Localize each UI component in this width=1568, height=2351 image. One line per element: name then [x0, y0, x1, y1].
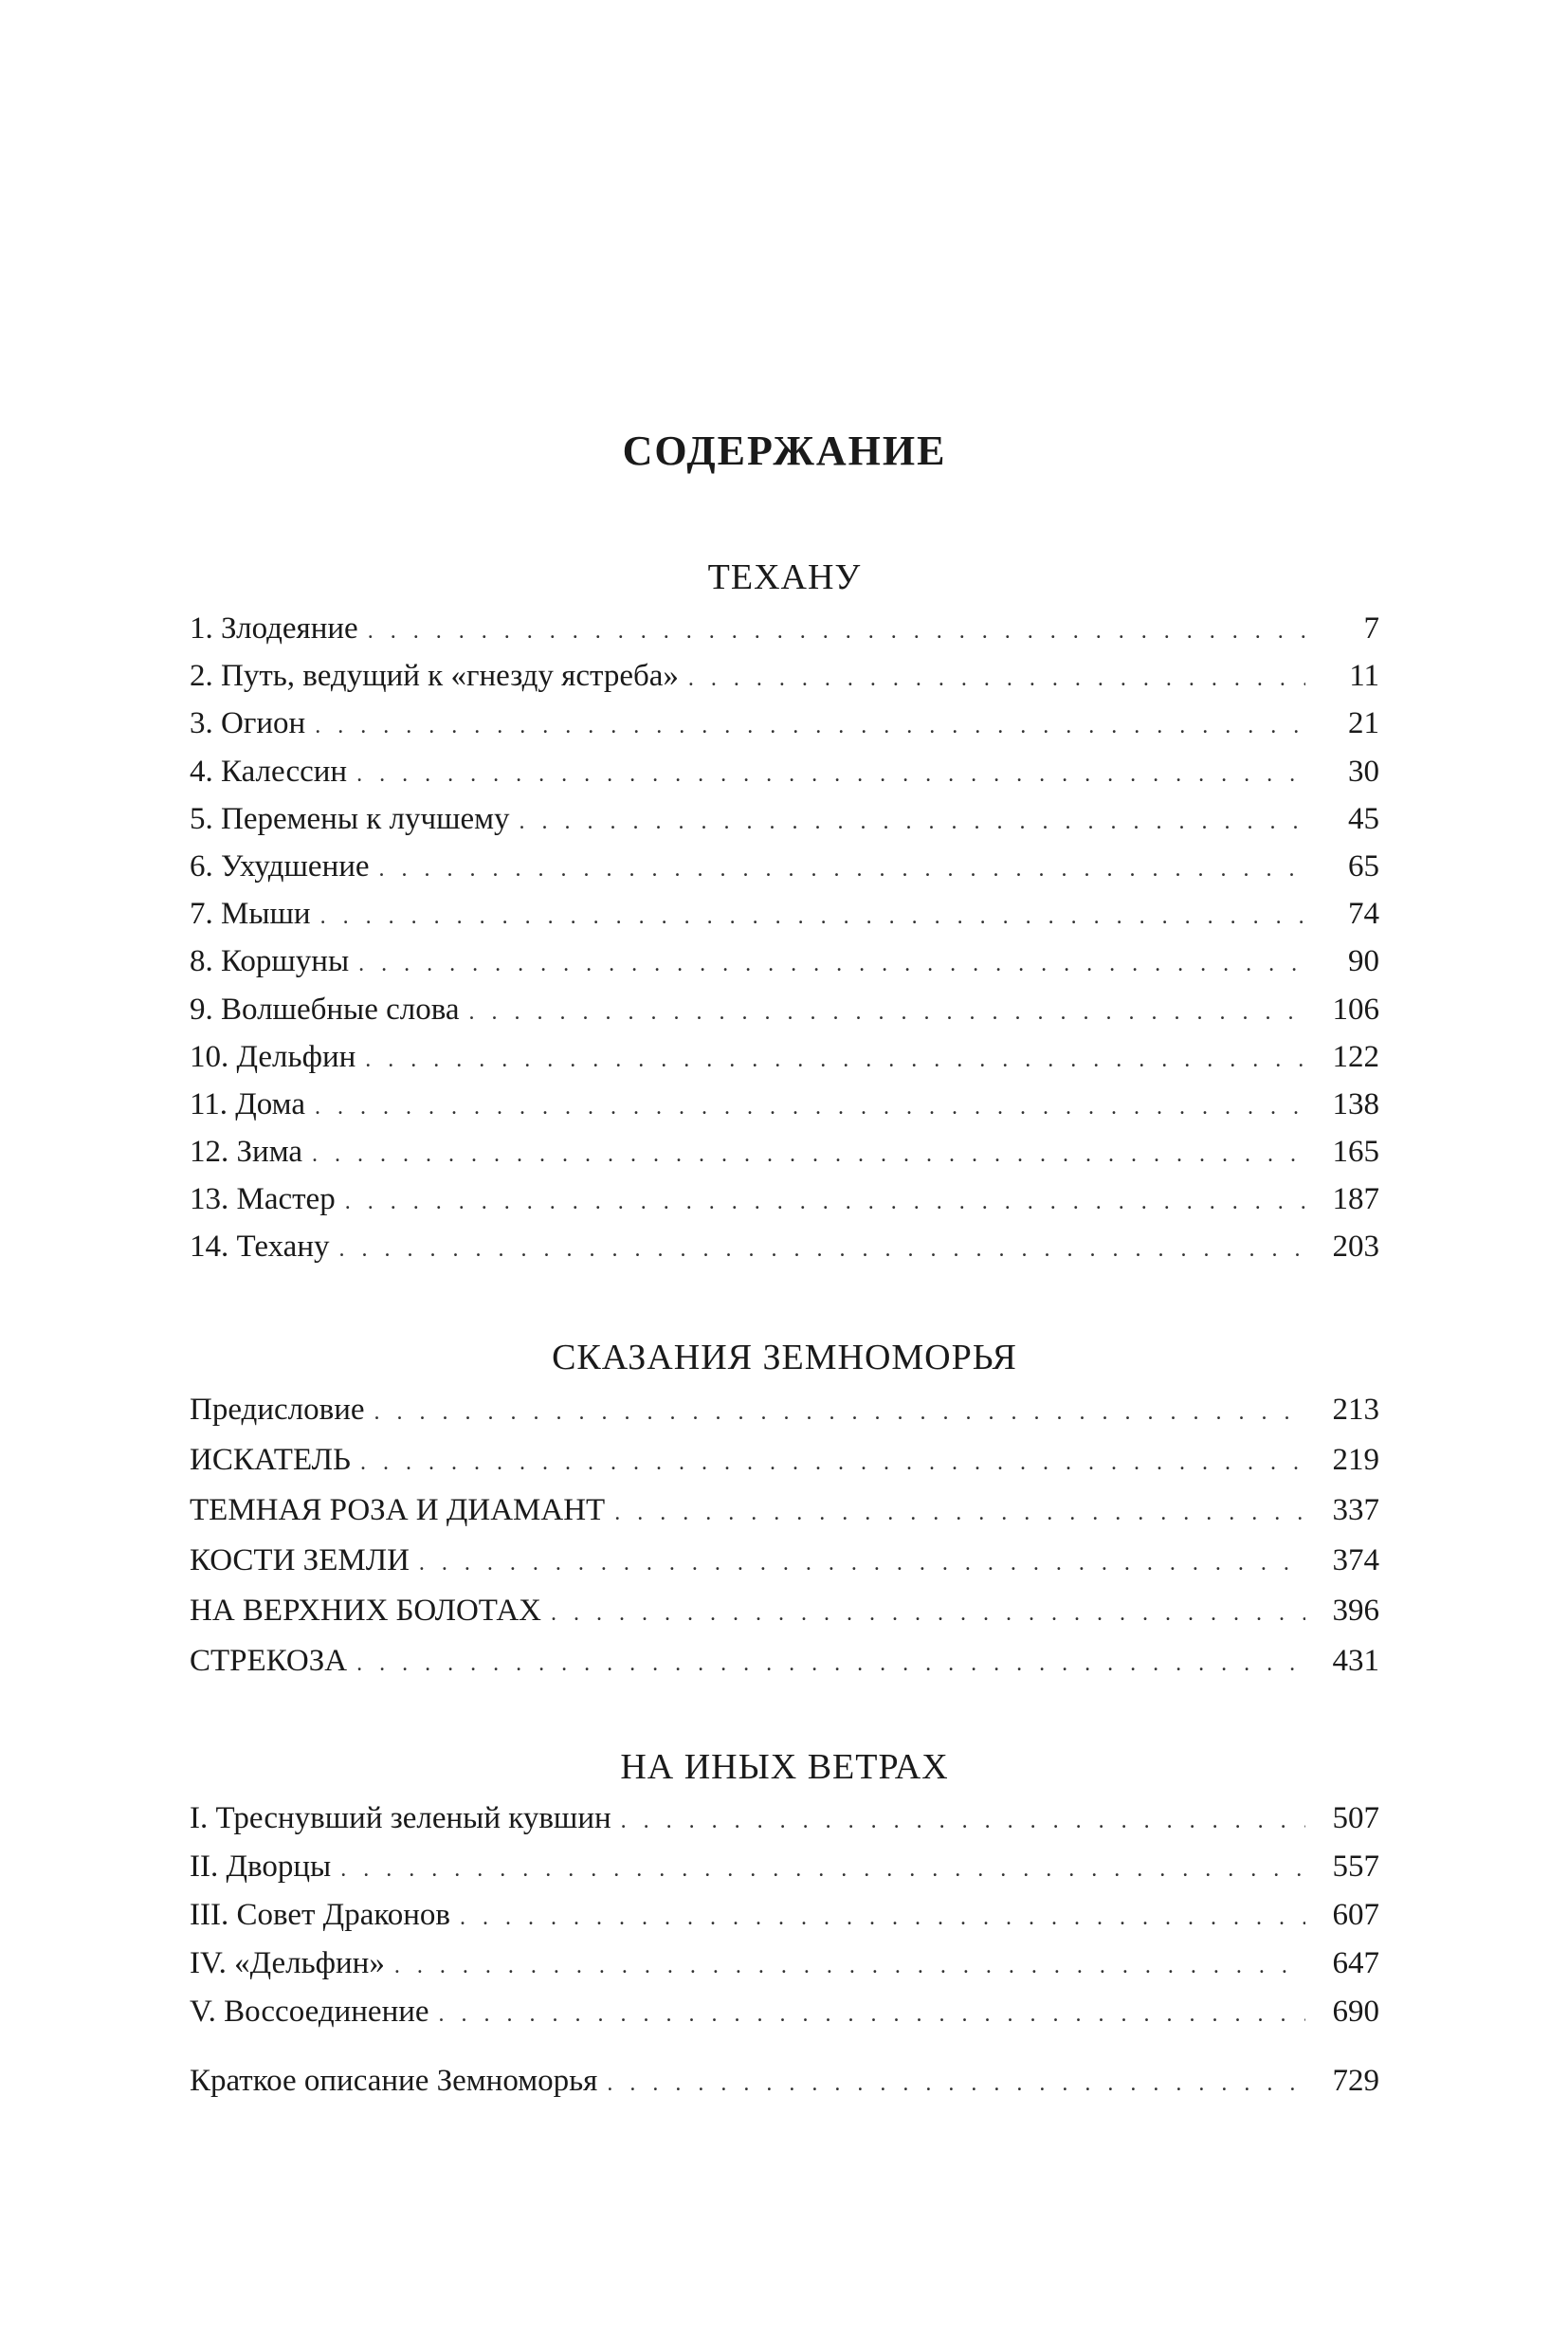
appendix-entries — [190, 2057, 1379, 2105]
entry-label: IV. «Дельфин» — [190, 1945, 385, 1980]
entry-page-number: 11 — [1349, 659, 1379, 694]
section-title-other-winds: НА ИНЫХ ВЕТРАХ — [620, 1746, 949, 1787]
entry-page-number: 374 — [1332, 1542, 1379, 1577]
dot-leader — [315, 1084, 1305, 1131]
entry-label: 8. Коршуны — [190, 944, 350, 979]
dot-leader — [339, 1226, 1306, 1273]
entry-page-number: 65 — [1348, 848, 1379, 884]
entry-page-number: 165 — [1332, 1135, 1379, 1170]
entry-page-number: 203 — [1332, 1230, 1379, 1265]
dot-leader — [374, 1388, 1306, 1438]
entry-label: III. Совет Драконов — [190, 1897, 450, 1932]
entry-label: СТРЕКОЗА — [190, 1643, 348, 1678]
entry-page-number: 187 — [1332, 1182, 1379, 1217]
entry-page-number: 690 — [1332, 1994, 1379, 2029]
toc-entry[interactable] — [190, 1795, 1379, 1843]
toc-entry[interactable] — [190, 843, 1379, 890]
entry-page-number: 122 — [1332, 1039, 1379, 1074]
entry-label: 9. Волшебные слова — [190, 992, 460, 1027]
toc-entry[interactable] — [190, 1636, 1379, 1686]
dot-leader — [419, 1539, 1305, 1589]
toc-entry[interactable] — [190, 605, 1379, 652]
dot-leader — [439, 1991, 1305, 2039]
entry-label: 3. Огион — [190, 706, 306, 741]
toc-entry[interactable] — [190, 890, 1379, 938]
entry-label: 14. Техану — [190, 1230, 330, 1265]
dot-leader — [551, 1589, 1305, 1639]
entry-label: 4. Калессин — [190, 754, 348, 789]
dot-leader — [315, 702, 1305, 750]
entry-label: 13. Мастер — [190, 1182, 336, 1217]
entry-label: Предисловие — [190, 1392, 365, 1427]
toc-entry[interactable] — [190, 1223, 1379, 1270]
toc-entry[interactable] — [190, 1435, 1379, 1485]
section-title-earthsea-tales: СКАЗАНИЯ ЗЕМНОМОРЬЯ — [552, 1337, 1017, 1377]
entry-page-number: 431 — [1332, 1643, 1379, 1678]
dot-leader — [356, 1639, 1305, 1689]
toc-page — [190, 415, 1379, 2105]
entry-label: КОСТИ ЗЕМЛИ — [190, 1542, 410, 1577]
toc-entry[interactable] — [190, 1536, 1379, 1586]
entry-page-number: 7 — [1363, 611, 1379, 646]
toc-entry[interactable] — [190, 1128, 1379, 1176]
dot-leader — [621, 1797, 1305, 1846]
dot-leader — [520, 798, 1305, 846]
entry-label: ТЕМНАЯ РОЗА И ДИАМАНТ — [190, 1492, 606, 1527]
entry-page-number: 106 — [1332, 992, 1379, 1027]
dot-leader — [394, 1942, 1305, 1991]
entry-page-number: 557 — [1332, 1849, 1379, 1884]
entry-label: 1. Злодеяние — [190, 611, 358, 646]
dot-leader — [320, 893, 1305, 940]
toc-entry[interactable] — [190, 1988, 1379, 2036]
entry-label: 11. Дома — [190, 1086, 305, 1121]
dot-leader — [356, 751, 1305, 798]
entry-page-number: 90 — [1348, 944, 1379, 979]
entry-label: Краткое описание Земноморья — [190, 2063, 598, 2098]
dot-leader — [368, 608, 1305, 655]
dot-leader — [312, 1131, 1305, 1178]
entry-label: 10. Дельфин — [190, 1039, 356, 1074]
toc-entry-appendix[interactable] — [190, 2057, 1379, 2105]
entry-page-number: 729 — [1332, 2063, 1379, 2098]
dot-leader — [360, 1438, 1305, 1488]
toc-entry[interactable] — [190, 652, 1379, 700]
dot-leader — [365, 1036, 1305, 1084]
entry-label: 5. Перемены к лучшему — [190, 801, 510, 836]
toc-entry[interactable] — [190, 1176, 1379, 1223]
entry-label: V. Воссоединение — [190, 1994, 429, 2029]
dot-leader — [379, 846, 1305, 893]
entry-page-number: 74 — [1348, 897, 1379, 932]
dot-leader — [469, 989, 1305, 1036]
entry-label: 6. Ухудшение — [190, 848, 370, 884]
toc-entry[interactable] — [190, 1940, 1379, 1988]
toc-entry[interactable] — [190, 938, 1379, 985]
toc-entry[interactable] — [190, 1891, 1379, 1940]
toc-title: СОДЕРЖАНИЕ — [622, 428, 947, 474]
dot-leader — [688, 655, 1305, 702]
entry-page-number: 138 — [1332, 1086, 1379, 1121]
entry-page-number: 337 — [1332, 1492, 1379, 1527]
toc-entry[interactable] — [190, 1033, 1379, 1081]
toc-entry[interactable] — [190, 1385, 1379, 1435]
entry-label: НА ВЕРХНИХ БОЛОТАХ — [190, 1593, 541, 1628]
toc-entry[interactable] — [190, 1485, 1379, 1536]
dot-leader — [345, 1178, 1305, 1226]
toc-entry[interactable] — [190, 1586, 1379, 1636]
dot-leader — [460, 1894, 1305, 1942]
entry-page-number: 647 — [1332, 1945, 1379, 1980]
dot-leader — [614, 1488, 1305, 1539]
toc-entry[interactable] — [190, 1843, 1379, 1891]
entry-label: 12. Зима — [190, 1135, 302, 1170]
entry-label: 2. Путь, ведущий к «гнезду ястреба» — [190, 659, 679, 694]
entry-page-number: 21 — [1348, 706, 1379, 741]
section-title-tehanu: ТЕХАНУ — [707, 557, 862, 597]
toc-entry[interactable] — [190, 795, 1379, 843]
section-entries-tehanu — [190, 605, 1379, 1271]
entry-label: II. Дворцы — [190, 1849, 332, 1884]
dot-leader — [607, 2060, 1305, 2108]
entry-page-number: 507 — [1332, 1800, 1379, 1835]
entry-page-number: 607 — [1332, 1897, 1379, 1932]
toc-entry[interactable] — [190, 986, 1379, 1033]
entry-label: ИСКАТЕЛЬ — [190, 1442, 351, 1477]
toc-entry[interactable] — [190, 700, 1379, 747]
entry-page-number: 219 — [1332, 1442, 1379, 1477]
section-entries-earthsea-tales — [190, 1385, 1379, 1686]
section-entries-other-winds — [190, 1795, 1379, 2036]
entry-page-number: 45 — [1348, 801, 1379, 836]
entry-label: I. Треснувший зеленый кувшин — [190, 1800, 611, 1835]
entry-page-number: 213 — [1332, 1392, 1379, 1427]
dot-leader — [358, 940, 1305, 988]
dot-leader — [340, 1846, 1305, 1894]
entry-page-number: 30 — [1348, 754, 1379, 789]
entry-page-number: 396 — [1332, 1593, 1379, 1628]
toc-entry[interactable] — [190, 748, 1379, 795]
toc-entry[interactable] — [190, 1081, 1379, 1128]
entry-label: 7. Мыши — [190, 897, 311, 932]
